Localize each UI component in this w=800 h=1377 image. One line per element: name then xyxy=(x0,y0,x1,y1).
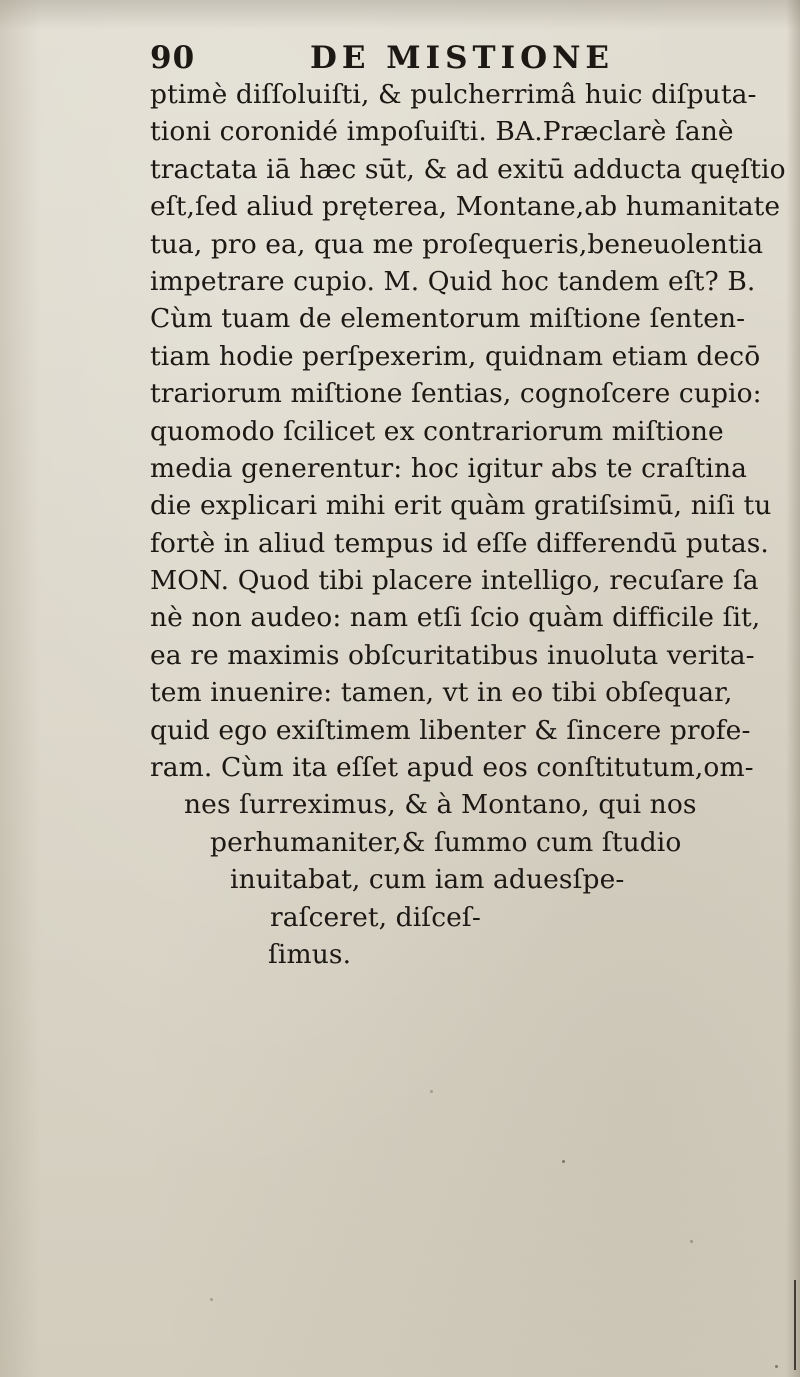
text-line: die explicari mihi erit quàm gratiſsimū, niſi tu xyxy=(150,490,772,522)
ink-speck xyxy=(690,1240,693,1243)
ink-speck xyxy=(210,1298,213,1301)
ink-speck xyxy=(775,1365,778,1368)
text-line: nes ſurreximus, & à Montano, qui nos xyxy=(184,789,697,821)
text-line: trariorum miſtione ſentias, cognoſcere cupio: xyxy=(150,378,762,410)
text-line: inuitabat, cum iam aduesſpe- xyxy=(230,864,625,896)
text-line: raſceret, diſceſ- xyxy=(270,901,481,933)
text-line: tiam hodie perſpexerim, quidnam etiam decō xyxy=(150,340,761,372)
body-text xyxy=(150,76,790,973)
page-gutter-shadow xyxy=(0,0,40,1377)
text-line: quid ego exiſtimem libenter & ſincere profe- xyxy=(150,714,751,746)
text-line: quomodo ſcilicet ex contrariorum miſtione xyxy=(150,415,724,447)
running-head: DE MISTIONE xyxy=(310,40,615,76)
page-number: 90 xyxy=(150,40,196,76)
text-line: nè non audeo: nam etſi ſcio quàm difficile ſit, xyxy=(150,602,761,634)
text-line: ptimè diſſoluiſti, & pulcherrimâ huic diſputa- xyxy=(150,79,757,110)
text-line: tioni coronidé impoſuiſti. BA.Præclarè ſanè xyxy=(150,116,734,148)
page-top-shadow xyxy=(0,0,800,30)
text-line: media generentur: hoc igitur abs te craſtina xyxy=(150,452,748,484)
text-line: ram. Cùm ita eſſet apud eos conſtitutum,om- xyxy=(150,752,754,784)
ink-speck xyxy=(430,1090,433,1093)
text-line: tractata iā hæc sūt, & ad exitū adducta quęſtio xyxy=(150,153,786,185)
text-line: impetrare cupio. M. Quid hoc tandem eſt? B. xyxy=(150,265,756,297)
ink-speck xyxy=(562,1160,565,1163)
text-line: ea re maximis obſcuritatibus inuoluta verita- xyxy=(150,639,755,671)
text-line: tem inuenire: tamen, vt in eo tibi obſequar, xyxy=(150,677,733,709)
text-line: MON. Quod tibi placere intelligo, recuſare ſa xyxy=(150,565,759,597)
text-line: Cùm tuam de elementorum miſtione ſenten- xyxy=(150,303,746,335)
text-line: ſimus. xyxy=(268,938,352,970)
text-line: fortè in aliud tempus id eſſe differendū putas. xyxy=(150,527,769,559)
page-edge-mark xyxy=(794,1280,796,1370)
text-line: tua, pro ea, qua me proſequeris,beneuolentia xyxy=(150,228,764,260)
text-line: eſt,ſed aliud pręterea, Montane,ab humanitate xyxy=(150,191,781,223)
text-line: perhumaniter,& ſummo cum ſtudio xyxy=(210,826,682,858)
